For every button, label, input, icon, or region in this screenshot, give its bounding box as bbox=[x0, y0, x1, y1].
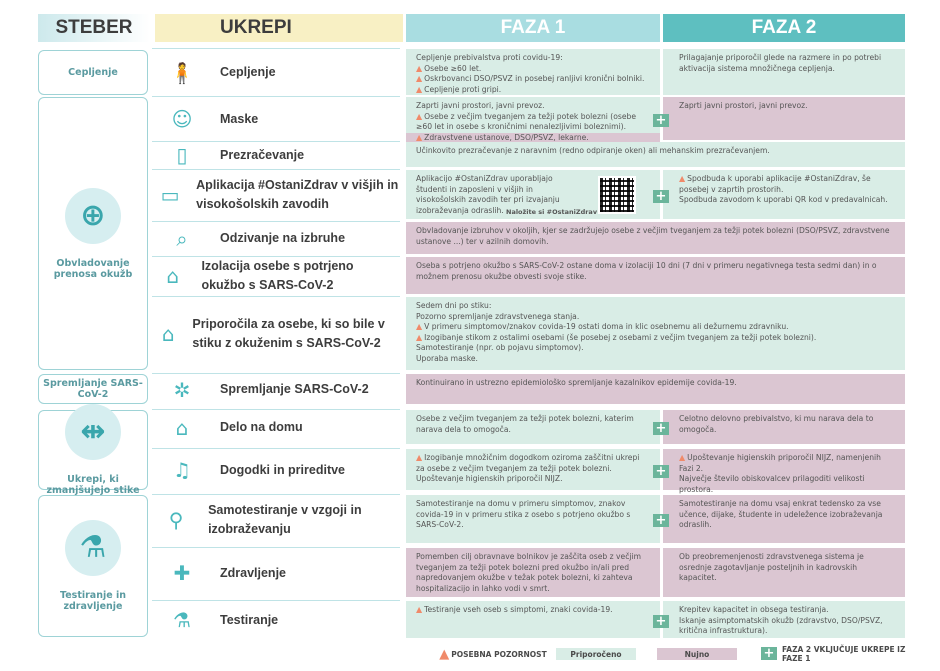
faza2-cell bbox=[663, 410, 905, 444]
hospital-icon: ✚ bbox=[173, 561, 191, 585]
cell-line bbox=[679, 101, 895, 112]
pillar-3 bbox=[38, 410, 148, 496]
measure-label: Delo na domu bbox=[220, 420, 303, 434]
pillar-label: Spremljanje SARS-CoV-2 bbox=[43, 378, 143, 400]
house-person-icon: ⌂ bbox=[161, 322, 175, 346]
plus-icon: + bbox=[653, 514, 669, 527]
cell-line bbox=[416, 333, 895, 344]
header-faza1-label: FAZA 1 bbox=[500, 17, 566, 38]
measure-row bbox=[152, 600, 400, 639]
header-ukrepi-label: UKREPI bbox=[220, 17, 292, 38]
cell-line bbox=[416, 85, 650, 96]
cell-line bbox=[416, 322, 895, 333]
pillar-2 bbox=[38, 374, 148, 404]
virus-icon: ✲ bbox=[173, 377, 191, 402]
warning-icon: ▲ bbox=[416, 74, 423, 83]
legend-priporoceno bbox=[556, 648, 636, 660]
pillar-label: Obvladovanje prenosa okužb bbox=[53, 257, 133, 280]
cell-text: Prilagajanje priporočil glede na razmere in po potrebi aktivacija sistema množičnega cepljenja. bbox=[679, 53, 882, 73]
measure-label: Samotestiranje v vzgoji in izobraževanju bbox=[208, 502, 362, 536]
plus-icon: + bbox=[653, 190, 669, 203]
measure-label: Zdravljenje bbox=[220, 565, 286, 580]
measure-label: Aplikacija #OstaniZdrav v višjih in visokošolskih zavodih bbox=[196, 178, 399, 211]
faza1-cell bbox=[406, 374, 905, 404]
header-faza1 bbox=[406, 14, 660, 42]
faza2-cell bbox=[663, 548, 905, 597]
measure-row bbox=[152, 141, 400, 168]
cell-line bbox=[679, 552, 895, 584]
test-tube-icon: ⚗ bbox=[65, 520, 121, 576]
warning-icon: ▲ bbox=[679, 174, 686, 183]
cell-line bbox=[416, 453, 650, 474]
warning-icon: ▲ bbox=[416, 84, 423, 94]
cell-text: Spodbuda zavodom k uporabi QR kod v predavalnicah. bbox=[679, 195, 888, 204]
cell-text: Zaprti javni prostori, javni prevoz. bbox=[416, 101, 545, 110]
warning-icon: ▲ bbox=[416, 453, 423, 462]
cell-line bbox=[679, 605, 895, 616]
cell-line bbox=[416, 378, 895, 389]
measure-row bbox=[152, 169, 400, 220]
cell-text: Sedem dni po stiku: bbox=[416, 301, 492, 310]
measure-label: Izolacija osebe s potrjeno okužbo s SARS-CoV-2 bbox=[201, 259, 354, 292]
plus-icon: + bbox=[653, 114, 669, 127]
cell-text: Iskanje asimptomatskih okužb (zdravstvo, DSO/PSVZ, kritična infrastruktura). bbox=[679, 615, 883, 635]
warning-icon: ▲ bbox=[416, 332, 423, 342]
window-icon: ▯ bbox=[176, 143, 188, 167]
home-work-icon: ⌂ bbox=[175, 415, 189, 440]
cell-text: Izogibanje množičnim dogodkom oziroma zaščitni ukrepi za osebe z večjim tveganjem za težji potek bolezni. bbox=[416, 453, 640, 473]
cell-line bbox=[416, 354, 895, 365]
faza1-cell bbox=[406, 410, 660, 444]
cell-text: Cepljenje proti gripi. bbox=[424, 84, 502, 94]
cell-text: Uporaba maske. bbox=[416, 353, 478, 363]
cell-text: Zdravstvene ustanove, DSO/PSVZ, lekarne. bbox=[424, 132, 589, 142]
distancing-people-icon: ⇹ bbox=[65, 404, 121, 460]
lab-icon: ⚗ bbox=[173, 608, 191, 632]
cell-line bbox=[679, 195, 895, 206]
pillar-label: Cepljenje bbox=[68, 67, 118, 78]
measure-row bbox=[152, 221, 400, 255]
faza1-cell bbox=[406, 49, 660, 95]
faza2-cell bbox=[663, 601, 905, 638]
magnifier-icon: ⌕ bbox=[176, 226, 188, 251]
plus-icon: + bbox=[653, 422, 669, 435]
cell-text: Samotestiranje na domu v primeru simptomov, znakov covida-19 in v primeru stika z osebo s potrjeno okužbo s SARS-CoV-2. bbox=[416, 499, 631, 529]
cell-line bbox=[416, 343, 895, 354]
cell-text: Samotestiranje na domu vsaj enkrat tedensko za vse učence, dijake, študente in udeležence izobraževanja odraslih. bbox=[679, 499, 883, 529]
faza1-cell bbox=[406, 142, 905, 167]
cell-text: Izogibanje stikom z ostalimi osebami (še posebej z osebami z večjim tveganjem za težji potek bolezni). bbox=[424, 332, 817, 342]
cell-line bbox=[679, 474, 895, 495]
faza1-cell bbox=[406, 257, 905, 294]
cell-line bbox=[416, 74, 650, 85]
pillar-label: Testiranje in zdravljenje bbox=[60, 590, 126, 612]
qr-caption: Naložite si #OstaniZdrav bbox=[506, 208, 598, 216]
stage-icon: ♫ bbox=[173, 458, 191, 482]
legend-nujno bbox=[657, 648, 737, 660]
cell-text: Samotestiranje (npr. ob pojavu simptomov). bbox=[416, 343, 584, 352]
measure-label: Dogodki in prireditve bbox=[220, 462, 346, 477]
qr-code[interactable] bbox=[598, 176, 636, 214]
faza2-cell bbox=[663, 449, 905, 494]
faza2-cell bbox=[663, 97, 905, 140]
magnifier-virus-icon: ⊕ bbox=[65, 188, 121, 244]
cell-line bbox=[416, 474, 650, 485]
faza1-cell bbox=[406, 222, 905, 254]
legend-priporoceno-label: Priporočeno bbox=[570, 649, 622, 659]
cell-text: Osebe z večjim tveganjem za težji potek bolezni (osebe ≥60 let in osebe s kroničnimi nenalezljivimi boleznimi). bbox=[416, 111, 637, 131]
cell-text: Krepitev kapacitet in obsega testiranja. bbox=[679, 605, 829, 614]
cell-text: Pozorno spremljanje zdravstvenega stanja. bbox=[416, 311, 580, 321]
cell-line bbox=[416, 53, 650, 64]
vaccine-person-icon: 🧍 bbox=[169, 60, 195, 85]
measure-row bbox=[152, 296, 400, 371]
cell-line bbox=[416, 552, 650, 594]
cell-text: Zaprti javni prostori, javni prevoz. bbox=[679, 101, 808, 110]
cell-text: Cepljenje prebivalstva proti covidu-19: bbox=[416, 53, 563, 62]
cell-line bbox=[679, 53, 895, 74]
phone-app-icon: ▭ bbox=[160, 183, 180, 207]
cell-line bbox=[416, 605, 650, 616]
pillar-0 bbox=[38, 50, 148, 95]
cell-line bbox=[679, 174, 895, 195]
measure-row bbox=[152, 494, 400, 544]
cell-line bbox=[416, 64, 650, 75]
measure-row bbox=[152, 448, 400, 491]
cell-text: Testiranje vseh oseb s simptomi, znaki covida-19. bbox=[424, 605, 613, 614]
legend-warning bbox=[438, 648, 548, 660]
legend-plus bbox=[782, 645, 906, 663]
measure-row bbox=[152, 409, 400, 445]
measure-label: Priporočila za osebe, ki so bile v stiku z okuženim s SARS-CoV-2 bbox=[192, 317, 385, 350]
cell-text: Osebe z večjim tveganjem za težji potek bolezni, katerim narava dela to omogoča. bbox=[416, 414, 634, 434]
warning-icon: ▲ bbox=[416, 132, 423, 142]
cell-line bbox=[679, 453, 895, 474]
cell-text: Oskrbovanci DSO/PSVZ in posebej ranljivi kronični bolniki. bbox=[424, 74, 645, 83]
warning-icon: ▲ bbox=[416, 605, 423, 614]
plus-icon: + bbox=[653, 615, 669, 628]
cell-line bbox=[416, 312, 895, 323]
measure-row bbox=[152, 96, 400, 141]
cell-text: Obvladovanje izbruhov v okoljih, kjer se zadržujejo osebe z večjim tveganjem za težji potek bolezni (DSO/PSVZ, zdravstvene ustanove ...) ter v azilnih domovih. bbox=[416, 226, 890, 246]
cell-text: Aplikacijo #OstaniZdrav uporabljajo študenti in zaposleni v višjih in visokošolskih zavodih ter pri izvajanju izobraževanja odraslih. bbox=[416, 174, 560, 215]
warning-icon: ▲ bbox=[439, 646, 450, 662]
cell-line bbox=[679, 499, 895, 531]
house-icon: ⌂ bbox=[166, 264, 180, 288]
cell-text: Kontinuirano in ustrezno epidemiološko spremljanje kazalnikov epidemije covida-19. bbox=[416, 378, 737, 387]
cell-line bbox=[416, 414, 650, 435]
cell-line bbox=[416, 499, 650, 531]
cell-text: Učinkovito prezračevanje z naravnim (redno odpiranje oken) ali mehanskim prezračevanjem. bbox=[416, 146, 770, 155]
legend-warning-label: POSEBNA POZORNOST bbox=[451, 649, 547, 659]
faza2-cell bbox=[663, 49, 905, 95]
legend-nujno-label: Nujno bbox=[684, 649, 710, 659]
cell-line bbox=[416, 101, 650, 112]
faza2-cell bbox=[663, 495, 905, 543]
warning-icon: ▲ bbox=[416, 63, 423, 73]
cell-line bbox=[416, 226, 895, 247]
header-ukrepi bbox=[155, 14, 403, 42]
measure-row bbox=[152, 48, 400, 96]
warning-icon: ▲ bbox=[679, 453, 686, 462]
header-steber-label: STEBER bbox=[55, 17, 133, 38]
measure-label: Spremljanje SARS-CoV-2 bbox=[220, 382, 369, 396]
faza1-cell bbox=[406, 449, 660, 490]
measure-row bbox=[152, 256, 400, 295]
cell-line bbox=[416, 112, 650, 133]
warning-icon: ▲ bbox=[416, 111, 423, 121]
faza2-cell bbox=[663, 170, 905, 219]
header-faza2 bbox=[663, 14, 905, 42]
cell-text: Ob preobremenjenosti zdravstvenega sistema je osrednje zagotavljanje posteljnih in kadrovskih kapacitet. bbox=[679, 552, 864, 582]
measure-row bbox=[152, 373, 400, 405]
cell-line bbox=[416, 261, 895, 282]
measure-label: Prezračevanje bbox=[220, 147, 305, 162]
cell-text: Upoštevanje higienskih priporočil NIJZ. bbox=[416, 474, 563, 483]
cell-text: Spodbuda k uporabi aplikacije #OstaniZdrav, še posebej v zaprtih prostorih. bbox=[679, 174, 871, 194]
faza1-cell bbox=[406, 601, 660, 638]
pillar-4 bbox=[38, 495, 148, 637]
legend-plus-label: FAZA 2 VKLJUČUJE UKREPE IZ FAZE 1 bbox=[782, 645, 906, 663]
pillar-label: Ukrepi, ki zmanjšujejo stike bbox=[46, 474, 140, 496]
cell-text: Pomemben cilj obravnave bolnikov je zaščita oseb z večjim tveganjem za težji potek bolezni pred okužbo in/ali pred napredovanjem okužbe v težak potek bolezni, ki zahteva hospitalizacijo in lahko vodi v smrt. bbox=[416, 552, 642, 593]
measure-label: Odzivanje na izbruhe bbox=[220, 231, 346, 245]
faza1-cell bbox=[406, 170, 660, 219]
mask-face-icon: ☺ bbox=[171, 107, 193, 131]
cell-text: Celotno delovno prebivalstvo, ki mu narava dela to omogoča. bbox=[679, 414, 874, 434]
cell-line bbox=[679, 414, 895, 435]
cell-text: Upoštevanje higienskih priporočil NIJZ, namenjenih Fazi 2. bbox=[679, 453, 881, 473]
measure-label: Cepljenje bbox=[220, 65, 276, 79]
pillar-1 bbox=[38, 97, 148, 370]
self-test-icon: ⚲ bbox=[168, 507, 184, 532]
measure-label: Testiranje bbox=[220, 612, 279, 627]
warning-icon: ▲ bbox=[416, 322, 423, 331]
cell-line bbox=[416, 146, 895, 157]
faza1-cell bbox=[406, 97, 660, 140]
measure-label: Maske bbox=[220, 111, 259, 126]
faza1-cell bbox=[406, 297, 905, 370]
cell-line bbox=[679, 616, 895, 637]
cell-line bbox=[416, 301, 895, 312]
cell-text: Oseba s potrjeno okužbo s SARS-CoV-2 ostane doma v izolaciji 10 dni (7 dni v primeru negativnega testa sedmi dan) in o možnem prenosu okužbe obvesti svoje stike. bbox=[416, 261, 877, 281]
header-steber bbox=[38, 14, 150, 42]
measure-row bbox=[152, 547, 400, 598]
faza1-cell bbox=[406, 548, 660, 597]
legend-plus-icon: + bbox=[761, 647, 777, 660]
cell-text: V primeru simptomov/znakov covida-19 ostati doma in klic osebnemu ali dežurnemu zdravniku. bbox=[424, 322, 789, 331]
plus-icon: + bbox=[653, 465, 669, 478]
header-faza2-label: FAZA 2 bbox=[751, 17, 817, 38]
faza1-cell bbox=[406, 495, 660, 543]
cell-text: Največje število obiskovalcev prilagoditi velikosti prostora. bbox=[679, 474, 865, 494]
cell-text: Osebe ≥60 let. bbox=[424, 63, 482, 73]
